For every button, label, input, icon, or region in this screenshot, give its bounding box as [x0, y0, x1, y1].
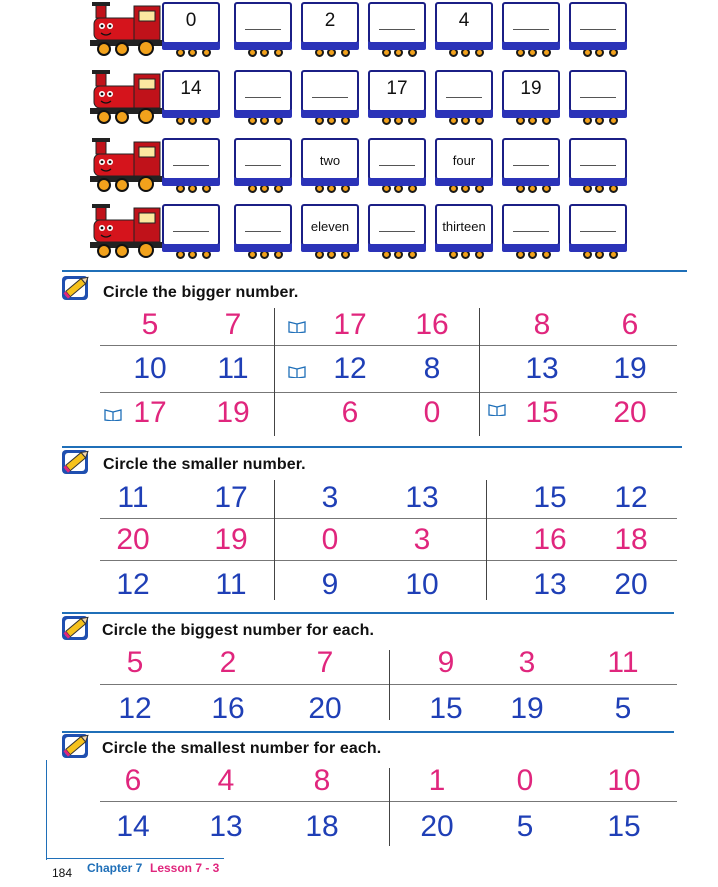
- number-choice[interactable]: 6: [341, 396, 359, 429]
- wheel-icon: [461, 184, 470, 193]
- page-border: [46, 858, 224, 859]
- number-choice[interactable]: 0: [516, 764, 534, 797]
- number-choice[interactable]: 11: [215, 568, 247, 601]
- book-icon: [488, 403, 506, 416]
- train-car: [162, 70, 220, 112]
- wheel-icon: [327, 48, 336, 57]
- section-title: Circle the smaller number.: [103, 456, 306, 473]
- wheel-icon: [260, 184, 269, 193]
- answer-blank[interactable]: [580, 29, 616, 30]
- train-car: [435, 138, 493, 180]
- train-car[interactable]: [162, 204, 220, 246]
- pencil-icon: [60, 730, 94, 760]
- pencil-icon: [60, 272, 94, 302]
- wheel-icon: [188, 48, 197, 57]
- number-choice[interactable]: 20: [308, 692, 342, 725]
- wheel-icon: [542, 116, 551, 125]
- wheel-icon: [382, 250, 391, 259]
- wheel-icon: [394, 184, 403, 193]
- train-car: [502, 70, 560, 112]
- number-choice[interactable]: 8: [423, 352, 441, 385]
- wheel-icon: [461, 48, 470, 57]
- wheel-icon: [315, 48, 324, 57]
- train: [90, 138, 630, 196]
- wheel-icon: [382, 48, 391, 57]
- number-choice[interactable]: 12: [116, 568, 150, 601]
- grid-divider: [100, 345, 677, 346]
- wheel-icon: [176, 250, 185, 259]
- grid-divider: [274, 308, 275, 436]
- wheel-icon: [542, 48, 551, 57]
- pencil-icon: [60, 612, 94, 642]
- wheel-icon: [583, 48, 592, 57]
- grid-divider: [389, 768, 390, 846]
- train-car-number: 0: [185, 10, 197, 31]
- wheel-icon: [248, 184, 257, 193]
- train-car[interactable]: [234, 70, 292, 112]
- train-engine-icon: [90, 204, 162, 258]
- wheel-icon: [516, 116, 525, 125]
- number-choice[interactable]: 3: [413, 523, 431, 556]
- answer-blank[interactable]: [580, 165, 616, 166]
- number-choice[interactable]: 3: [321, 481, 339, 514]
- wheel-icon: [595, 250, 604, 259]
- book-icon: [288, 365, 306, 378]
- train-engine-icon: [90, 138, 162, 192]
- train-car: [301, 204, 359, 246]
- wheel-icon: [595, 184, 604, 193]
- number-choice[interactable]: 13: [209, 810, 243, 843]
- number-choice[interactable]: 5: [516, 810, 534, 843]
- wheel-icon: [583, 116, 592, 125]
- grid-divider: [100, 518, 677, 519]
- answer-blank[interactable]: [513, 29, 549, 30]
- wheel-icon: [475, 48, 484, 57]
- number-choice[interactable]: 10: [405, 568, 439, 601]
- train-car: [301, 138, 359, 180]
- section-title: Circle the bigger number.: [103, 284, 299, 301]
- number-choice[interactable]: 20: [116, 523, 150, 556]
- train-car: [435, 204, 493, 246]
- wheel-icon: [408, 116, 417, 125]
- wheel-icon: [327, 250, 336, 259]
- section-rule: [62, 270, 687, 272]
- wheel-icon: [609, 48, 618, 57]
- wheel-icon: [516, 48, 525, 57]
- wheel-icon: [461, 250, 470, 259]
- answer-blank[interactable]: [245, 97, 281, 98]
- wheel-icon: [408, 184, 417, 193]
- train-car[interactable]: [368, 204, 426, 246]
- number-choice[interactable]: 19: [214, 523, 248, 556]
- wheel-icon: [475, 250, 484, 259]
- grid-divider: [100, 392, 677, 393]
- number-choice[interactable]: 10: [133, 352, 167, 385]
- wheel-icon: [528, 116, 537, 125]
- answer-blank[interactable]: [513, 231, 549, 232]
- lesson-label: Lesson 7 - 3: [150, 861, 220, 875]
- section-title: Circle the smallest number for each.: [102, 740, 382, 757]
- number-choice[interactable]: 16: [533, 523, 567, 556]
- number-choice[interactable]: 8: [533, 308, 551, 341]
- number-choice[interactable]: 20: [613, 396, 647, 429]
- number-choice[interactable]: 9: [321, 568, 339, 601]
- wheel-icon: [609, 250, 618, 259]
- number-choice[interactable]: 6: [124, 764, 142, 797]
- train: [90, 70, 630, 128]
- grid-divider: [486, 480, 487, 600]
- wheel-icon: [274, 48, 283, 57]
- wheel-icon: [188, 250, 197, 259]
- wheel-icon: [516, 184, 525, 193]
- train-car: [368, 70, 426, 112]
- wheel-icon: [609, 184, 618, 193]
- number-choice[interactable]: 0: [423, 396, 441, 429]
- number-choice[interactable]: 19: [216, 396, 250, 429]
- wheel-icon: [583, 184, 592, 193]
- wheel-icon: [341, 250, 350, 259]
- wheel-icon: [260, 116, 269, 125]
- train-car-number: 2: [324, 10, 336, 31]
- number-choice[interactable]: 2: [219, 646, 237, 679]
- number-choice[interactable]: 18: [305, 810, 339, 843]
- train-car[interactable]: [368, 138, 426, 180]
- number-choice[interactable]: 17: [214, 481, 248, 514]
- wheel-icon: [595, 116, 604, 125]
- answer-blank[interactable]: [379, 29, 415, 30]
- wheel-icon: [449, 184, 458, 193]
- train-car-number: eleven: [310, 219, 350, 234]
- number-choice[interactable]: 17: [133, 396, 167, 429]
- number-choice[interactable]: 11: [217, 352, 249, 385]
- pencil-icon: [60, 446, 94, 476]
- wheel-icon: [449, 250, 458, 259]
- grid-divider: [389, 650, 390, 720]
- number-choice[interactable]: 6: [621, 308, 639, 341]
- wheel-icon: [528, 48, 537, 57]
- number-choice[interactable]: 7: [224, 308, 242, 341]
- train-car-number: two: [319, 153, 341, 168]
- train-car[interactable]: [234, 138, 292, 180]
- grid-divider: [274, 480, 275, 600]
- train-car[interactable]: [234, 204, 292, 246]
- wheel-icon: [188, 184, 197, 193]
- grid-divider: [479, 308, 480, 436]
- number-choice[interactable]: 9: [437, 646, 455, 679]
- train-engine-icon: [90, 70, 162, 124]
- number-choice[interactable]: 3: [518, 646, 536, 679]
- section-rule: [62, 731, 674, 733]
- train-car-number: thirteen: [442, 219, 486, 234]
- page-number: 184: [52, 866, 73, 880]
- wheel-icon: [542, 250, 551, 259]
- number-choice[interactable]: 0: [321, 523, 339, 556]
- book-icon: [288, 320, 306, 333]
- wheel-icon: [176, 116, 185, 125]
- number-choice[interactable]: 5: [126, 646, 144, 679]
- answer-blank[interactable]: [173, 165, 209, 166]
- number-choice[interactable]: 15: [429, 692, 463, 725]
- train-car[interactable]: [569, 204, 627, 246]
- train-engine-icon: [90, 2, 162, 56]
- wheel-icon: [528, 250, 537, 259]
- train: [90, 204, 630, 262]
- book-icon: [104, 408, 122, 421]
- wheel-icon: [202, 250, 211, 259]
- wheel-icon: [248, 116, 257, 125]
- page-border: [46, 760, 47, 860]
- train-car[interactable]: [569, 2, 627, 44]
- answer-blank[interactable]: [245, 29, 281, 30]
- wheel-icon: [583, 250, 592, 259]
- wheel-icon: [595, 48, 604, 57]
- answer-blank[interactable]: [245, 165, 281, 166]
- wheel-icon: [202, 116, 211, 125]
- train-car-number: 4: [458, 10, 470, 31]
- wheel-icon: [528, 184, 537, 193]
- wheel-icon: [315, 116, 324, 125]
- train-car-number: 19: [520, 78, 542, 99]
- wheel-icon: [461, 116, 470, 125]
- number-choice[interactable]: 18: [614, 523, 648, 556]
- answer-blank[interactable]: [580, 97, 616, 98]
- train-car[interactable]: [234, 2, 292, 44]
- wheel-icon: [327, 184, 336, 193]
- wheel-icon: [382, 184, 391, 193]
- wheel-icon: [382, 116, 391, 125]
- wheel-icon: [394, 116, 403, 125]
- number-choice[interactable]: 10: [607, 764, 641, 797]
- train-car[interactable]: [435, 70, 493, 112]
- number-choice[interactable]: 15: [533, 481, 567, 514]
- number-choice[interactable]: 20: [420, 810, 454, 843]
- wheel-icon: [408, 250, 417, 259]
- answer-blank[interactable]: [379, 165, 415, 166]
- wheel-icon: [315, 250, 324, 259]
- number-choice[interactable]: 15: [525, 396, 559, 429]
- train-car[interactable]: [502, 204, 560, 246]
- train-car-number: four: [452, 153, 476, 168]
- wheel-icon: [260, 250, 269, 259]
- answer-blank[interactable]: [173, 231, 209, 232]
- number-choice[interactable]: 11: [117, 481, 149, 514]
- number-choice[interactable]: 20: [614, 568, 648, 601]
- number-choice[interactable]: 5: [614, 692, 632, 725]
- number-choice[interactable]: 12: [118, 692, 152, 725]
- train-car[interactable]: [569, 138, 627, 180]
- number-choice[interactable]: 16: [415, 308, 449, 341]
- wheel-icon: [274, 116, 283, 125]
- number-choice[interactable]: 7: [316, 646, 334, 679]
- number-choice[interactable]: 14: [116, 810, 150, 843]
- wheel-icon: [274, 250, 283, 259]
- wheel-icon: [394, 48, 403, 57]
- wheel-icon: [341, 116, 350, 125]
- wheel-icon: [516, 250, 525, 259]
- wheel-icon: [408, 48, 417, 57]
- train-car[interactable]: [502, 2, 560, 44]
- wheel-icon: [475, 184, 484, 193]
- number-choice[interactable]: 13: [405, 481, 439, 514]
- number-choice[interactable]: 1: [428, 764, 446, 797]
- answer-blank[interactable]: [379, 231, 415, 232]
- wheel-icon: [315, 184, 324, 193]
- wheel-icon: [260, 48, 269, 57]
- answer-blank[interactable]: [312, 97, 348, 98]
- wheel-icon: [274, 184, 283, 193]
- number-choice[interactable]: 13: [525, 352, 559, 385]
- number-choice[interactable]: 12: [614, 481, 648, 514]
- train-car[interactable]: [368, 2, 426, 44]
- number-choice[interactable]: 5: [141, 308, 159, 341]
- wheel-icon: [609, 116, 618, 125]
- wheel-icon: [475, 116, 484, 125]
- train-car[interactable]: [569, 70, 627, 112]
- number-choice[interactable]: 17: [333, 308, 367, 341]
- train-car-number: 14: [180, 78, 202, 99]
- wheel-icon: [202, 48, 211, 57]
- answer-blank[interactable]: [245, 231, 281, 232]
- train-car[interactable]: [162, 138, 220, 180]
- wheel-icon: [341, 184, 350, 193]
- wheel-icon: [327, 116, 336, 125]
- number-choice[interactable]: 15: [607, 810, 641, 843]
- wheel-icon: [176, 184, 185, 193]
- chapter-label: Chapter 7: [87, 861, 143, 875]
- number-choice[interactable]: 13: [533, 568, 567, 601]
- train-car[interactable]: [301, 70, 359, 112]
- train-car: [301, 2, 359, 44]
- train-car: [162, 2, 220, 44]
- section-rule: [62, 612, 674, 614]
- wheel-icon: [394, 250, 403, 259]
- wheel-icon: [248, 48, 257, 57]
- number-choice[interactable]: 11: [607, 646, 639, 679]
- section-rule: [62, 446, 682, 448]
- wheel-icon: [542, 184, 551, 193]
- number-choice[interactable]: 19: [510, 692, 544, 725]
- answer-blank[interactable]: [446, 97, 482, 98]
- wheel-icon: [449, 48, 458, 57]
- number-choice[interactable]: 12: [333, 352, 367, 385]
- wheel-icon: [176, 48, 185, 57]
- section-title: Circle the biggest number for each.: [102, 622, 374, 639]
- answer-blank[interactable]: [580, 231, 616, 232]
- train: [90, 2, 630, 60]
- grid-divider: [100, 560, 677, 561]
- wheel-icon: [202, 184, 211, 193]
- train-car: [435, 2, 493, 44]
- number-choice[interactable]: 16: [211, 692, 245, 725]
- train-car[interactable]: [502, 138, 560, 180]
- wheel-icon: [248, 250, 257, 259]
- wheel-icon: [341, 48, 350, 57]
- answer-blank[interactable]: [513, 165, 549, 166]
- number-choice[interactable]: 8: [313, 764, 331, 797]
- wheel-icon: [188, 116, 197, 125]
- wheel-icon: [449, 116, 458, 125]
- number-choice[interactable]: 19: [613, 352, 647, 385]
- train-car-number: 17: [386, 78, 408, 99]
- number-choice[interactable]: 4: [217, 764, 235, 797]
